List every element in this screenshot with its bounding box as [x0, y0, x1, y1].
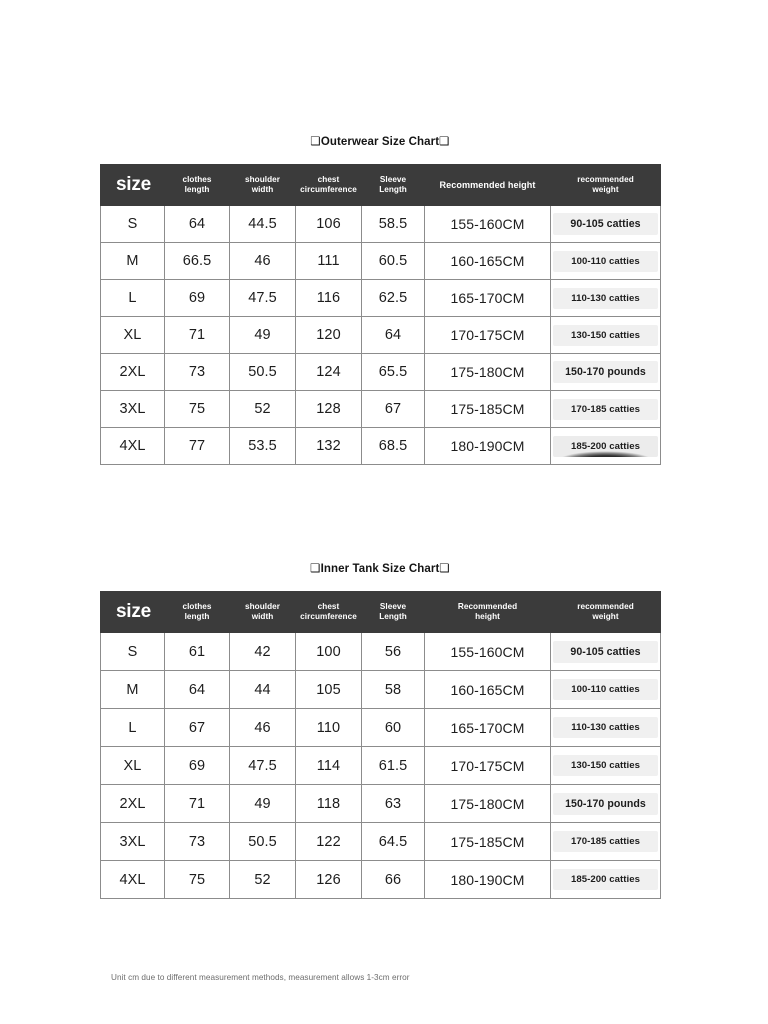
cell-chest-circumference: 106	[296, 206, 362, 243]
cell-recommended-height: 175-180CM	[425, 354, 551, 391]
table-row	[101, 633, 661, 671]
cell-sleeve-length: 58.5	[362, 206, 425, 243]
cell-sleeve-length: 56	[362, 633, 425, 671]
measurement-note: Unit cm due to different measurement methods, measurement allows 1-3cm error	[111, 973, 410, 982]
cell-recommended-height: 155-160CM	[425, 633, 551, 671]
outerwear-table-body	[101, 206, 661, 465]
cell-shoulder-width: 46	[230, 243, 296, 280]
inner-tank-table-body	[101, 633, 661, 899]
column-header-line: weight	[592, 612, 619, 621]
column-header-size: size	[101, 165, 165, 206]
cell-shoulder-width: 49	[230, 785, 296, 823]
recommended-weight-value: 130-150 catties	[553, 325, 658, 346]
table-row	[101, 671, 661, 709]
cell-recommended-height: 175-185CM	[425, 823, 551, 861]
column-header-line: clothes	[182, 175, 212, 185]
cell-recommended-weight	[551, 785, 661, 823]
cell-size: L	[101, 280, 165, 317]
cell-shoulder-width: 47.5	[230, 280, 296, 317]
inner-tank-table-header	[101, 592, 661, 633]
cell-recommended-height: 180-190CM	[425, 428, 551, 465]
cell-chest-circumference: 132	[296, 428, 362, 465]
cell-chest-circumference: 110	[296, 709, 362, 747]
column-header-line: Length	[379, 612, 407, 621]
cell-size: S	[101, 206, 165, 243]
cell-size: 4XL	[101, 861, 165, 899]
table-row	[101, 823, 661, 861]
cell-clothes-length: 66.5	[165, 243, 230, 280]
column-header-line: shoulder	[245, 602, 280, 612]
recommended-weight-value: 150-170 pounds	[553, 361, 658, 383]
cell-size: S	[101, 633, 165, 671]
cell-shoulder-width: 52	[230, 861, 296, 899]
cell-sleeve-length: 63	[362, 785, 425, 823]
column-header-line: Sleeve	[379, 602, 407, 612]
cell-sleeve-length: 61.5	[362, 747, 425, 785]
column-header-line: weight	[592, 185, 619, 194]
table-row	[101, 317, 661, 354]
cell-shoulder-width: 42	[230, 633, 296, 671]
cell-recommended-weight	[551, 280, 661, 317]
column-header-line: height	[475, 612, 500, 621]
table-row	[101, 861, 661, 899]
cell-chest-circumference: 120	[296, 317, 362, 354]
outerwear-chart-title-text: Outerwear Size Chart	[320, 136, 440, 148]
cell-sleeve-length: 64.5	[362, 823, 425, 861]
cell-clothes-length: 69	[165, 747, 230, 785]
table-header-row	[101, 592, 661, 633]
recommended-weight-value: 150-170 pounds	[553, 793, 658, 815]
cell-recommended-weight	[551, 633, 661, 671]
cell-clothes-length: 71	[165, 317, 230, 354]
recommended-weight-value: 110-130 catties	[553, 717, 658, 738]
cell-recommended-weight	[551, 391, 661, 428]
cell-recommended-height: 175-180CM	[425, 785, 551, 823]
tofu-glyph-icon: ❑	[439, 561, 450, 575]
column-header-line: width	[251, 612, 274, 621]
cell-clothes-length: 64	[165, 671, 230, 709]
cell-clothes-length: 75	[165, 391, 230, 428]
cell-recommended-weight	[551, 747, 661, 785]
inner-tank-chart-title-text: Inner Tank Size Chart	[320, 563, 440, 575]
cell-recommended-height: 180-190CM	[425, 861, 551, 899]
table-row	[101, 243, 661, 280]
recommended-weight-value: 170-185 catties	[553, 399, 658, 420]
cell-size: M	[101, 243, 165, 280]
column-header-line: width	[251, 185, 274, 194]
cell-shoulder-width: 44.5	[230, 206, 296, 243]
cell-shoulder-width: 47.5	[230, 747, 296, 785]
recommended-weight-value: 90-105 catties	[553, 213, 658, 235]
cell-shoulder-width: 49	[230, 317, 296, 354]
cell-shoulder-width: 44	[230, 671, 296, 709]
column-header-line: shoulder	[245, 175, 280, 185]
recommended-weight-value: 100-110 catties	[553, 251, 658, 272]
column-header-recommended-weight	[551, 165, 661, 206]
recommended-weight-value: 185-200 catties	[553, 869, 658, 890]
cell-shoulder-width: 50.5	[230, 823, 296, 861]
cell-recommended-weight	[551, 206, 661, 243]
table-row	[101, 709, 661, 747]
cell-chest-circumference: 116	[296, 280, 362, 317]
cell-sleeve-length: 62.5	[362, 280, 425, 317]
column-header-line: circumference	[300, 185, 357, 194]
cell-size: XL	[101, 317, 165, 354]
column-header-line: recommended	[577, 602, 634, 612]
inner-tank-size-chart-section	[100, 561, 660, 899]
column-header-line: length	[184, 612, 210, 621]
cell-chest-circumference: 111	[296, 243, 362, 280]
column-header-line: circumference	[300, 612, 357, 621]
recommended-weight-value: 170-185 catties	[553, 831, 658, 852]
cell-recommended-weight	[551, 428, 661, 465]
recommended-weight-value: 100-110 catties	[553, 679, 658, 700]
cell-sleeve-length: 60.5	[362, 243, 425, 280]
table-row	[101, 428, 661, 465]
outerwear-size-chart-section	[100, 134, 660, 465]
cell-chest-circumference: 128	[296, 391, 362, 428]
cell-sleeve-length: 68.5	[362, 428, 425, 465]
cell-recommended-height: 170-175CM	[425, 747, 551, 785]
cell-shoulder-width: 46	[230, 709, 296, 747]
cell-clothes-length: 67	[165, 709, 230, 747]
cell-shoulder-width: 50.5	[230, 354, 296, 391]
table-row	[101, 280, 661, 317]
tofu-glyph-icon: ❑	[310, 134, 321, 148]
cell-chest-circumference: 126	[296, 861, 362, 899]
tofu-glyph-icon: ❑	[310, 561, 321, 575]
cell-recommended-height: 175-185CM	[425, 391, 551, 428]
table-row	[101, 747, 661, 785]
column-header-line: Recommended height	[439, 179, 536, 190]
inner-tank-size-table	[100, 591, 661, 899]
column-header-line: Recommended	[457, 602, 518, 612]
column-header-chest-circumference	[296, 165, 362, 206]
outerwear-size-table	[100, 164, 661, 465]
cell-recommended-weight	[551, 243, 661, 280]
column-header-clothes-length	[165, 592, 230, 633]
cell-recommended-weight	[551, 354, 661, 391]
cell-size: L	[101, 709, 165, 747]
cell-size: 2XL	[101, 785, 165, 823]
cell-recommended-height: 165-170CM	[425, 280, 551, 317]
column-header-line: chest	[317, 602, 340, 612]
cell-chest-circumference: 114	[296, 747, 362, 785]
cell-recommended-height: 165-170CM	[425, 709, 551, 747]
cell-recommended-height: 160-165CM	[425, 671, 551, 709]
cell-sleeve-length: 65.5	[362, 354, 425, 391]
cell-chest-circumference: 124	[296, 354, 362, 391]
inner-tank-chart-title	[100, 561, 660, 575]
column-header-shoulder-width	[230, 592, 296, 633]
table-row	[101, 354, 661, 391]
column-header-recommended-height	[425, 165, 551, 206]
column-header-line: Length	[379, 185, 407, 194]
cell-chest-circumference: 118	[296, 785, 362, 823]
cell-sleeve-length: 67	[362, 391, 425, 428]
cell-sleeve-length: 64	[362, 317, 425, 354]
table-header-row	[101, 165, 661, 206]
table-row	[101, 391, 661, 428]
cell-shoulder-width: 52	[230, 391, 296, 428]
cell-chest-circumference: 122	[296, 823, 362, 861]
column-header-size: size	[101, 592, 165, 633]
cell-clothes-length: 61	[165, 633, 230, 671]
cell-sleeve-length: 60	[362, 709, 425, 747]
cell-sleeve-length: 66	[362, 861, 425, 899]
cell-chest-circumference: 100	[296, 633, 362, 671]
column-header-sleeve-length	[362, 165, 425, 206]
column-header-line: clothes	[182, 602, 212, 612]
cell-size: 3XL	[101, 391, 165, 428]
cell-chest-circumference: 105	[296, 671, 362, 709]
cell-size: M	[101, 671, 165, 709]
column-header-clothes-length	[165, 165, 230, 206]
cell-clothes-length: 73	[165, 823, 230, 861]
cell-recommended-height: 170-175CM	[425, 317, 551, 354]
recommended-weight-value: 110-130 catties	[553, 288, 658, 309]
cell-size: 3XL	[101, 823, 165, 861]
outerwear-chart-title	[100, 134, 660, 148]
column-header-line: length	[184, 185, 210, 194]
cell-sleeve-length: 58	[362, 671, 425, 709]
cell-size: 4XL	[101, 428, 165, 465]
cell-clothes-length: 73	[165, 354, 230, 391]
outerwear-table-header	[101, 165, 661, 206]
column-header-line: chest	[317, 175, 340, 185]
cell-recommended-weight	[551, 861, 661, 899]
column-header-sleeve-length	[362, 592, 425, 633]
column-header-line: recommended	[577, 175, 634, 185]
cell-clothes-length: 75	[165, 861, 230, 899]
table-row	[101, 206, 661, 243]
cell-clothes-length: 64	[165, 206, 230, 243]
column-header-shoulder-width	[230, 165, 296, 206]
cell-recommended-weight	[551, 317, 661, 354]
cell-recommended-weight	[551, 671, 661, 709]
column-header-line: Sleeve	[379, 175, 407, 185]
cell-recommended-height: 155-160CM	[425, 206, 551, 243]
cell-clothes-length: 69	[165, 280, 230, 317]
tofu-glyph-icon: ❑	[439, 134, 450, 148]
recommended-weight-value: 130-150 catties	[553, 755, 658, 776]
cell-size: 2XL	[101, 354, 165, 391]
column-header-recommended-weight	[551, 592, 661, 633]
column-header-chest-circumference	[296, 592, 362, 633]
cell-recommended-height: 160-165CM	[425, 243, 551, 280]
recommended-weight-value: 185-200 catties	[553, 436, 658, 457]
cell-recommended-weight	[551, 709, 661, 747]
recommended-weight-value: 90-105 catties	[553, 641, 658, 663]
cell-clothes-length: 77	[165, 428, 230, 465]
column-header-recommended-height	[425, 592, 551, 633]
cell-clothes-length: 71	[165, 785, 230, 823]
cell-size: XL	[101, 747, 165, 785]
cell-recommended-weight	[551, 823, 661, 861]
table-row	[101, 785, 661, 823]
cell-shoulder-width: 53.5	[230, 428, 296, 465]
